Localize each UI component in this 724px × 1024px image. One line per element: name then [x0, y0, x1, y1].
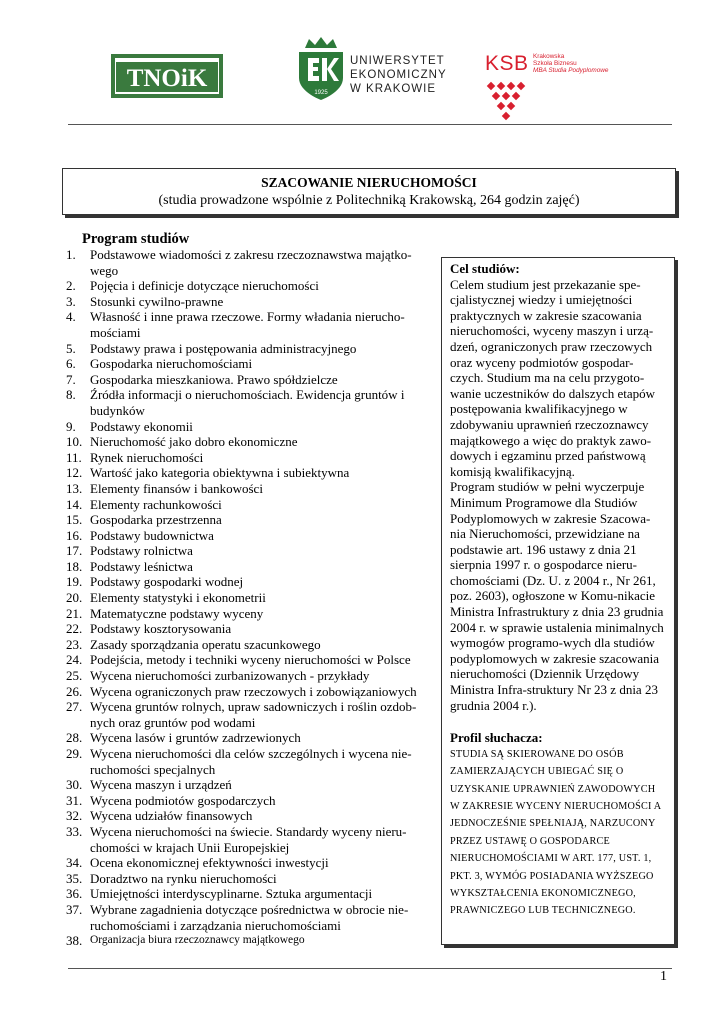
program-item	[66, 543, 432, 559]
program-item-number: 18.	[66, 558, 83, 574]
program-item	[66, 574, 432, 590]
program-item-text: Podstawy rolnictwa	[90, 543, 193, 559]
goal-text-2: Program studiów w pełni wyczerpuje Minimum Programowe dla Studiów Podyplomowych w zakresie Szacowa-nia Nieruchomości, przewidziane na podstawie art. 196 ustawy z dnia 21 sierpnia 1997 r. o gospodarce nieru-chomościami (Dz. U. z 2004 r., Nr 261, poz. 2603), ogłoszone w Komu-nikacie Ministra Infrastruktury z dnia 23 grudnia 2004 r. w sprawie ustalenia minimalnych wymogów programo-wych dla studiów podyplomowych w zakresie szacowania nieruchomości (Dziennik Urzędowy Ministra Infra-struktury Nr 23 z dnia 23 grudnia 2004 r.).	[450, 479, 664, 713]
program-item	[66, 434, 432, 450]
program-item-number: 29.	[66, 746, 83, 761]
info-box	[441, 257, 675, 945]
program-item	[66, 886, 432, 902]
program-item-text: Podstawy budownictwa	[90, 527, 214, 543]
ksb-logo-big: KSB	[485, 52, 529, 75]
program-item-text: Podstawowe wiadomości z zakresu rzeczoznawstwa majątko-wego	[90, 247, 412, 278]
program-item-number: 19.	[66, 574, 83, 590]
program-item	[66, 746, 432, 777]
program-item-number: 12.	[66, 465, 83, 481]
goal-text: Celem studium jest przekazanie spe-cjalistycznej wiedzy i umiejętności praktycznych w zakresie szacowania nieruchomości, wyceny maszyn i urzą-dzeń, ograniczonych praw rzeczowych oraz wyceny podmiotów gospodar-czych. Studium ma na celu przygoto-wanie uczestników do dalszych etapów postępowania kwalifikacyjnego w zdobywaniu uprawnień rzeczoznawcy majątkowego a więc do praktyk zawo-dowych i egzaminu przed państwową komisją kwalifikacyjną.	[450, 276, 656, 479]
program-item-number: 36.	[66, 886, 83, 902]
program-item	[66, 372, 432, 388]
program-item	[66, 855, 432, 871]
program-item-number: 16.	[66, 527, 83, 543]
program-item-text: Podstawy ekonomii	[90, 418, 193, 434]
program-item-text: Wycena nieruchomości zurbanizowanych - przykłady	[90, 668, 370, 684]
page-number: 1	[660, 969, 667, 984]
ksb-logo-mark	[485, 80, 535, 122]
program-item-text: Wycena maszyn i urządzeń	[90, 777, 232, 793]
program-item-number: 13.	[66, 480, 83, 496]
program-item	[66, 777, 432, 793]
program-item	[66, 902, 432, 933]
uek-logo-text: UNIWERSYTET EKONOMICZNY W KRAKOWIE	[350, 55, 447, 95]
program-item	[66, 637, 432, 653]
program-item	[66, 450, 432, 466]
program-item-number: 28.	[66, 730, 83, 746]
program-item-number: 35.	[66, 870, 83, 886]
program-item-number: 33.	[66, 823, 83, 839]
program-item-text: Wycena podmiotów gospodarczych	[90, 792, 276, 808]
program-item	[66, 481, 432, 497]
program-item	[66, 247, 432, 278]
program-item	[66, 309, 432, 340]
program-item	[66, 528, 432, 544]
program-item-number: 27.	[66, 699, 83, 715]
program-item-number: 25.	[66, 668, 83, 684]
program-item-text: Elementy statystyki i ekonometrii	[90, 590, 266, 606]
program-item-number: 21.	[66, 605, 83, 621]
program-item-number: 31.	[66, 792, 83, 808]
program-item-text: Elementy finansów i bankowości	[90, 480, 263, 496]
program-item-number: 5.	[66, 340, 76, 356]
title-box	[62, 168, 676, 215]
program-item	[66, 590, 432, 606]
program-item-text: Gospodarka mieszkaniowa. Prawo spółdzielcze	[90, 371, 338, 387]
program-item-number: 17.	[66, 543, 83, 559]
program-item	[66, 294, 432, 310]
program-item-text: Doradztwo na rynku nieruchomości	[90, 870, 277, 886]
footer-divider	[68, 968, 672, 969]
program-item	[66, 668, 432, 684]
program-item	[66, 684, 432, 700]
program-item-text: Gospodarka nieruchomościami	[90, 356, 253, 372]
uek-logo	[295, 36, 455, 102]
program-item-text: Podstawy leśnictwa	[90, 558, 193, 574]
program-item	[66, 341, 432, 357]
program-item-text: Elementy rachunkowości	[90, 496, 222, 512]
program-item	[66, 387, 432, 418]
program-item	[66, 512, 432, 528]
program-item-number: 14.	[66, 496, 83, 512]
program-item	[66, 465, 432, 481]
profile-text: STUDIA SĄ SKIEROWANE DO OSÓB ZAMIERZAJĄCYCH UBIEGAĆ SIĘ O UZYSKANIE UPRAWNIEŃ ZAWODOWYCH W ZAKRESIE WYCENY NIERUCHOMOŚCI A JEDNOCZEŚNIE SPEŁNIAJĄ, NARZUCONY PRZEZ USTAWĘ O GOSPODARCE NIERUCHOMOŚCIAMI W ART. 177, UST. 1, PKT. 3, WYMÓG POSIADANIA WYŻSZEGO WYKSZTAŁCENIA EKONOMICZNEGO, PRAWNICZEGO LUB TECHNICZNEGO.	[450, 748, 661, 917]
program-item	[66, 278, 432, 294]
program-item-text: Źródła informacji o nieruchomościach. Ewidencja gruntów i budynków	[90, 387, 405, 418]
program-item-text: Wycena ograniczonych praw rzeczowych i zobowiązaniowych	[90, 683, 417, 699]
ksb-logo	[485, 52, 615, 122]
program-item-text: Wybrane zagadnienia dotyczące pośrednictwa w obrocie nie-ruchomościami i zarządzania nieruchomościami	[90, 901, 409, 933]
program-item	[66, 621, 432, 637]
tnoik-logo	[111, 54, 223, 98]
program-item-number: 20.	[66, 590, 83, 606]
program-item-number: 11.	[66, 449, 82, 465]
program-item-number: 22.	[66, 621, 83, 637]
ksb-logo-text: Krakowska Szkoła Biznesu MBA Studia Podyplomowe	[533, 53, 609, 75]
program-item	[66, 497, 432, 513]
document-subtitle: (studia prowadzone wspólnie z Politechniką Krakowską, 264 godzin zajęć)	[158, 193, 580, 208]
program-item-text: Zasady sporządzania operatu szacunkowego	[90, 636, 321, 652]
program-item-number: 34.	[66, 855, 83, 871]
program-item-number: 4.	[66, 309, 76, 325]
program-item-number: 30.	[66, 777, 83, 793]
program-item	[66, 793, 432, 809]
program-item-text: Wycena nieruchomości na świecie. Standardy wyceny nieru-chomości w krajach Unii Europejskiej	[90, 823, 407, 855]
program-item-number: 38.	[66, 933, 83, 949]
header-divider	[68, 124, 672, 125]
program-item-text: Stosunki cywilno-prawne	[90, 293, 224, 309]
program-item-number: 15.	[66, 512, 83, 528]
program-item-text: Wartość jako kategoria obiektywna i subiektywna	[90, 465, 350, 481]
program-item-text: Wycena nieruchomości dla celów szczególnych i wycena nie-ruchomości specjalnych	[90, 746, 412, 777]
program-item-text: Pojęcia i definicje dotyczące nieruchomości	[90, 278, 319, 294]
program-item-number: 6.	[66, 356, 76, 372]
program-item-text: Gospodarka przestrzenna	[90, 512, 222, 528]
program-item	[66, 652, 432, 668]
program-list	[66, 247, 432, 949]
program-item-text: Matematyczne podstawy wyceny	[90, 605, 264, 621]
program-item	[66, 871, 432, 887]
goal-heading: Cel studiów:	[450, 261, 520, 276]
program-item	[66, 559, 432, 575]
program-item-number: 1.	[66, 247, 76, 262]
program-item-text: Wycena lasów i gruntów zadrzewionych	[90, 730, 301, 746]
program-item-number: 37.	[66, 901, 83, 917]
program-item	[66, 808, 432, 824]
program-item-number: 26.	[66, 683, 83, 699]
program-item-number: 7.	[66, 371, 76, 387]
program-item-text: Podstawy kosztorysowania	[90, 621, 232, 637]
tnoik-logo-text: TNOiK	[126, 65, 208, 92]
program-item-number: 2.	[66, 278, 76, 294]
program-item	[66, 824, 432, 855]
profile-heading: Profil słuchacza:	[450, 730, 543, 746]
program-item-number: 24.	[66, 652, 83, 668]
program-item-text: Podstawy gospodarki wodnej	[90, 574, 244, 590]
program-item	[66, 356, 432, 372]
document-title: SZACOWANIE NIERUCHOMOŚCI	[261, 175, 477, 190]
program-item-text: Umiejętności interdyscyplinarne. Sztuka argumentacji	[90, 886, 373, 902]
program-item	[66, 419, 432, 435]
program-item	[66, 699, 432, 730]
program-item-text: Wycena gruntów rolnych, upraw sadowniczych i roślin ozdob-nych oraz gruntów pod wodami	[90, 699, 417, 730]
program-item-number: 9.	[66, 418, 76, 434]
program-item-text: Nieruchomość jako dobro ekonomiczne	[90, 434, 298, 450]
program-item	[66, 933, 432, 949]
program-item	[66, 730, 432, 746]
program-item-text: Własność i inne prawa rzeczowe. Formy władania nierucho-mościami	[90, 309, 405, 340]
program-item-number: 8.	[66, 387, 76, 403]
uek-logo-year: 1925	[314, 90, 328, 96]
program-item	[66, 606, 432, 622]
program-heading: Program studiów	[82, 231, 190, 247]
program-item-text: Podstawy prawa i postępowania administracyjnego	[90, 340, 357, 356]
program-item-number: 23.	[66, 636, 83, 652]
program-item-number: 10.	[66, 434, 83, 450]
program-item-text: Rynek nieruchomości	[90, 449, 204, 465]
program-item-text: Wycena udziałów finansowych	[90, 808, 253, 824]
program-item-number: 3.	[66, 293, 76, 309]
program-item-text: Organizacja biura rzeczoznawcy majątkowego	[90, 934, 305, 947]
program-item-text: Podejścia, metody i techniki wyceny nieruchomości w Polsce	[90, 652, 411, 668]
program-item-text: Ocena ekonomicznej efektywności inwestycji	[90, 855, 329, 871]
program-item-number: 32.	[66, 808, 83, 824]
